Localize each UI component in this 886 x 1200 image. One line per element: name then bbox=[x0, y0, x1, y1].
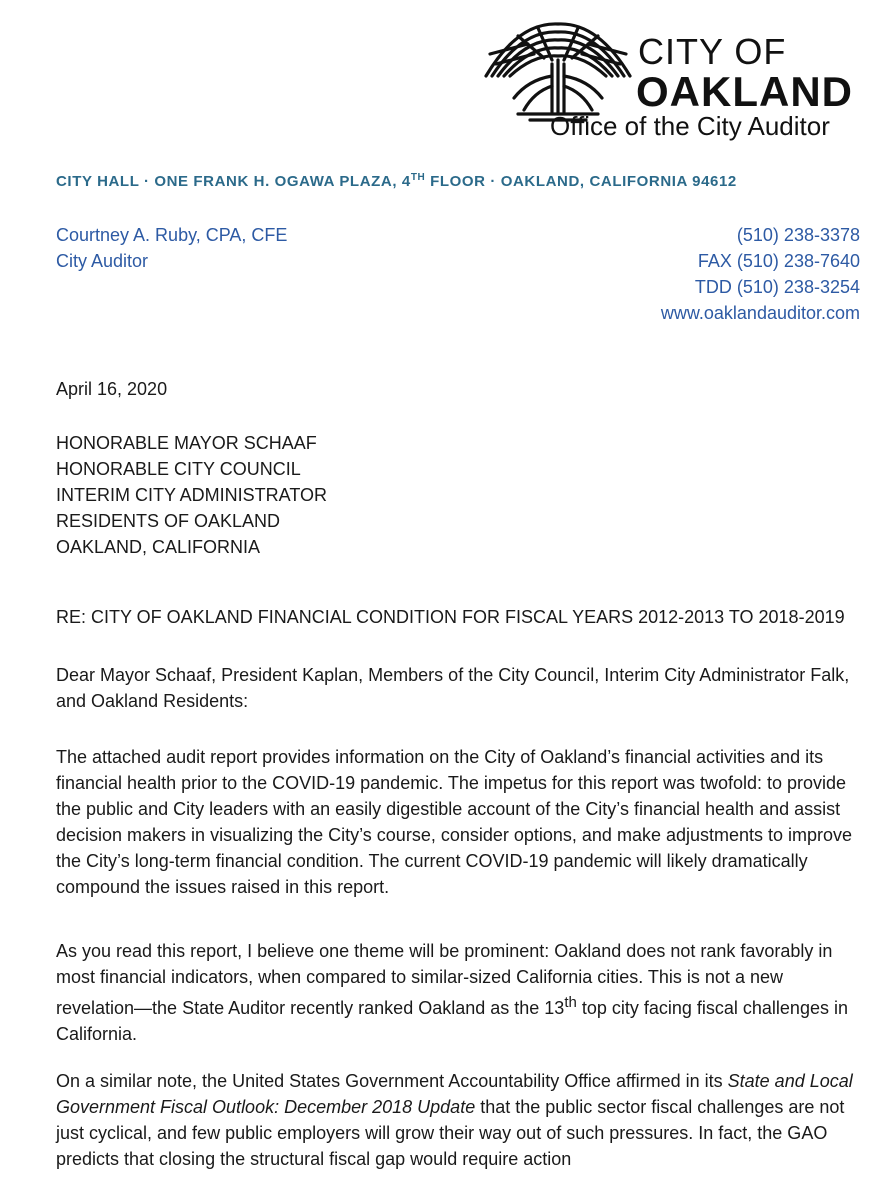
paragraph-2 bbox=[56, 938, 866, 1047]
auditor-block bbox=[56, 222, 287, 274]
salutation: Dear Mayor Schaaf, President Kaplan, Members of the City Council, Interim City Administrator Falk, and Oakland Residents: bbox=[56, 665, 850, 711]
address-superscript: TH bbox=[410, 172, 426, 183]
paragraph-2-text-b: top city facing fiscal challenges in California. bbox=[56, 998, 848, 1044]
oakland-text: OAKLAND bbox=[636, 68, 853, 115]
address-part1: CITY HALL · ONE FRANK H. OGAWA PLAZA, 4 bbox=[56, 173, 411, 190]
recipient-line: RESIDENTS OF OAKLAND bbox=[56, 511, 281, 531]
paragraph-3-report-title: State and Local Government Fiscal Outlook: December 2018 Update bbox=[56, 1071, 853, 1117]
recipient-line: OAKLAND, CALIFORNIA bbox=[56, 537, 261, 557]
recipient-line: HONORABLE CITY COUNCIL bbox=[56, 459, 301, 479]
paragraph-3 bbox=[56, 1068, 866, 1172]
paragraph-1-text: The attached audit report provides information on the City of Oakland’s financial activities and its financial health prior to the COVID-19 pandemic. The impetus for this report was twofold: to provide the public and City leaders with an easily digestible account of the City’s financial health and assist decision makers in visualizing the City’s course, consider options, and make adjustments to improve the City’s long-term financial condition. The current COVID-19 pandemic will likely dramatically compound the issues raised in this report. bbox=[56, 747, 853, 897]
auditor-name: Courtney A. Ruby, CPA, CFE bbox=[56, 225, 288, 245]
recipient-line: HONORABLE MAYOR SCHAAF bbox=[56, 433, 317, 453]
paragraph-3-text-b: that the public sector fiscal challenges are not just cyclical, and few public employers will grow their way out of such pressures. In fact, the GAO predicts that closing the structural fiscal gap would require action bbox=[56, 1097, 845, 1169]
paragraph-2-text-a: As you read this report, I believe one theme will be prominent: Oakland does not rank favorably in most financial indicators, when compared to similar-sized California cities. This is not a new revelation—the State Auditor recently ranked Oakland as the 13 bbox=[56, 941, 833, 1018]
paragraph-2-superscript: th bbox=[564, 994, 577, 1011]
contact-block bbox=[661, 222, 860, 326]
website-link[interactable]: www.oaklandauditor.com bbox=[660, 303, 860, 323]
recipient-line: INTERIM CITY ADMINISTRATOR bbox=[56, 485, 328, 505]
tdd-number: TDD (510) 238-3254 bbox=[694, 277, 860, 297]
city-of-text: CITY OF bbox=[638, 31, 787, 72]
address-part2: FLOOR · OAKLAND, CALIFORNIA 94612 bbox=[425, 173, 737, 190]
city-logo bbox=[478, 14, 868, 141]
letterhead-address bbox=[56, 172, 876, 190]
recipient-list bbox=[56, 430, 866, 560]
oak-tree-logo-icon bbox=[478, 14, 638, 124]
fax-number: FAX (510) 238-7640 bbox=[697, 251, 860, 271]
office-title: Office of the City Auditor bbox=[550, 111, 830, 141]
auditor-title: City Auditor bbox=[56, 251, 149, 271]
paragraph-1 bbox=[56, 744, 866, 900]
paragraph-3-text-a: On a similar note, the United States Government Accountability Office affirmed in its bbox=[56, 1071, 728, 1091]
phone-number: (510) 238-3378 bbox=[736, 225, 860, 245]
subject-line: RE: CITY OF OAKLAND FINANCIAL CONDITION FOR FISCAL YEARS 2012-2013 TO 2018-2019 bbox=[56, 607, 845, 627]
letter-date: April 16, 2020 bbox=[56, 379, 168, 399]
